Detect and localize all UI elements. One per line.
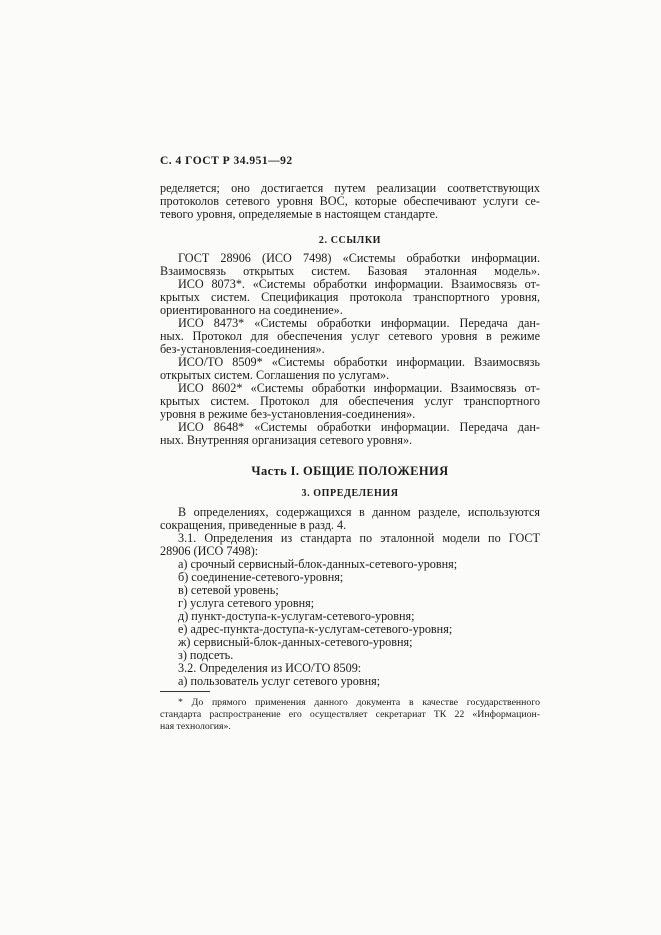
intro-line: тевого уровня, определяемые в настоящем стандарте. — [160, 207, 439, 221]
reference-line: ных. Протокол для обеспечения услуг сетевого уровня в режиме — [160, 329, 540, 343]
reference-line: крытых систем. Протокол для обеспечения услуг транспортного — [160, 394, 540, 408]
reference-line: ИСО 8473* «Системы обработки информации. Передача дан- — [178, 316, 540, 330]
footnote-line: стандарта распространение его осуществляет секретариат ТК 22 «Информацион- — [160, 709, 540, 720]
definition-item: а) пользователь услуг сетевого уровня; — [178, 674, 381, 688]
definitions-intro-line: В определениях, содержащихся в данном разделе, используются — [178, 505, 540, 519]
definition-item: б) соединение-сетевого-уровня; — [178, 570, 344, 584]
definitions-intro-line: 28906 (ИСО 7498): — [160, 544, 259, 558]
definition-item: д) пункт-доступа-к-услугам-сетевого-уровня; — [178, 609, 415, 623]
intro-line: ределяется; оно достигается путем реализации соответствующих — [160, 181, 540, 195]
reference-line: ИСО 8073*. «Системы обработки информации. Взаимосвязь от- — [178, 277, 540, 291]
reference-line: ИСО/ТО 8509* «Системы обработки информации. Взаимосвязь — [178, 355, 540, 369]
reference-line: открытых систем. Соглашения по услугам». — [160, 368, 390, 382]
reference-line: уровня в режиме без-установления-соединения». — [160, 407, 416, 421]
reference-line: ных. Внутренняя организация сетевого уровня». — [160, 433, 413, 447]
definition-item: е) адрес-пункта-доступа-к-услугам-сетевого-уровня; — [178, 622, 453, 636]
reference-line: ИСО 8648* «Системы обработки информации. Передача дан- — [178, 420, 540, 434]
footnote-divider — [160, 691, 210, 692]
footnote-line: ная технология». — [160, 721, 231, 732]
definition-item: ж) сервисный-блок-данных-сетевого-уровня; — [178, 635, 413, 649]
definition-item: з) подсеть. — [178, 648, 234, 662]
reference-line: ИСО 8602* «Системы обработки информации. Взаимосвязь от- — [178, 381, 540, 395]
reference-line: крытых систем. Спецификация протокола транспортного уровня, — [160, 290, 540, 304]
definition-item: в) сетевой уровень; — [178, 583, 279, 597]
section-title-definitions: 3. ОПРЕДЕЛЕНИЯ — [301, 488, 399, 499]
section-title-references: 2. ССЫЛКИ — [318, 235, 382, 246]
reference-line: ориентированного на соединение». — [160, 303, 343, 317]
intro-line: протоколов сетевого уровня ВОС, которые обеспечивают услуги се- — [160, 194, 540, 208]
definition-item: а) срочный сервисный-блок-данных-сетевого-уровня; — [178, 557, 458, 571]
reference-line: ГОСТ 28906 (ИСО 7498) «Системы обработки информации. — [178, 251, 540, 265]
reference-line: Взаимосвязь открытых систем. Базовая эталонная модель». — [160, 264, 540, 278]
reference-line: без-установления-соединения». — [160, 342, 325, 356]
definition-item: г) услуга сетевого уровня; — [178, 596, 315, 610]
page-header: С. 4 ГОСТ Р 34.951—92 — [160, 155, 293, 167]
definitions-intro-line: 3.1. Определения из стандарта по эталонной модели по ГОСТ — [178, 531, 540, 545]
definitions-intro-line: сокращения, приведенные в разд. 4. — [160, 518, 347, 532]
footnote-line: * До прямого применения данного документа в качестве государственного — [178, 697, 540, 708]
definitions-subheading: 3.2. Определения из ИСО/ТО 8509: — [178, 661, 362, 675]
part-title: Часть I. ОБЩИЕ ПОЛОЖЕНИЯ — [251, 464, 449, 478]
